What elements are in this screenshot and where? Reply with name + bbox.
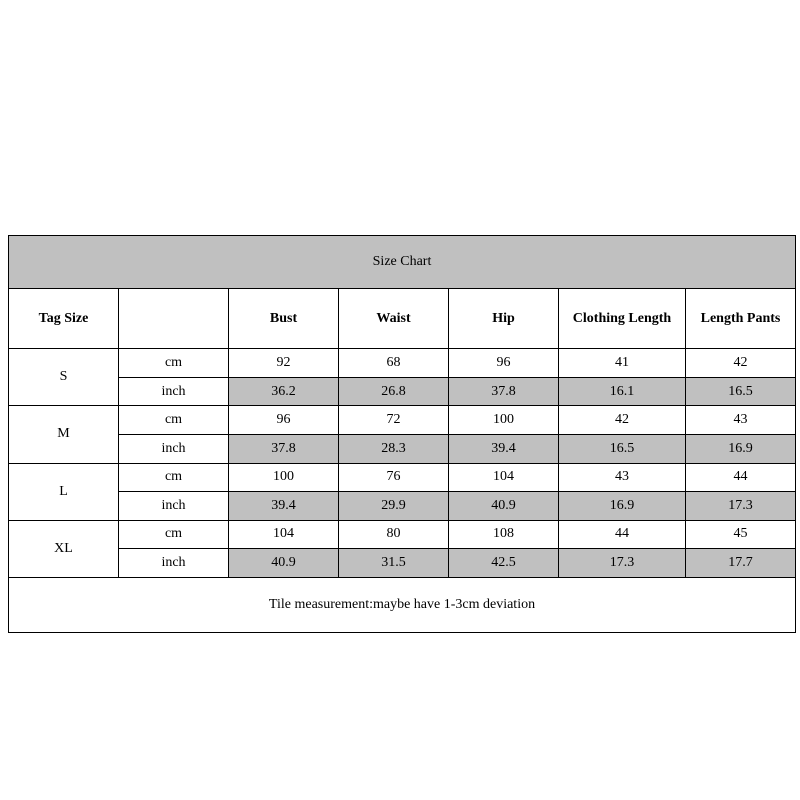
table-row	[9, 492, 796, 521]
table-cell-value: 104	[229, 520, 339, 549]
column-header-bust: Bust	[229, 289, 339, 349]
table-cell-value: 108	[449, 520, 559, 549]
unit-label: cm	[119, 463, 229, 492]
column-header-clothing-length: Clothing Length	[559, 289, 686, 349]
table-cell-value: 37.8	[449, 377, 559, 406]
table-cell-value: 100	[229, 463, 339, 492]
chart-title: Size Chart	[9, 236, 796, 289]
table-cell-value: 16.5	[686, 377, 796, 406]
table-cell-value: 43	[559, 463, 686, 492]
table-cell-value: 100	[449, 406, 559, 435]
table-cell-value: 31.5	[339, 549, 449, 578]
size-label: S	[9, 349, 119, 406]
table-cell-value: 26.8	[339, 377, 449, 406]
table-cell-value: 68	[339, 349, 449, 378]
table-cell-value: 104	[449, 463, 559, 492]
table-cell-value: 16.5	[559, 434, 686, 463]
table-cell-value: 45	[686, 520, 796, 549]
table-row	[9, 349, 796, 378]
table-cell-value: 72	[339, 406, 449, 435]
unit-label: inch	[119, 492, 229, 521]
table-cell-value: 76	[339, 463, 449, 492]
table-cell-value: 42	[559, 406, 686, 435]
table-cell-value: 96	[449, 349, 559, 378]
table-cell-value: 16.1	[559, 377, 686, 406]
unit-label: inch	[119, 434, 229, 463]
column-header-unit	[119, 289, 229, 349]
table-cell-value: 40.9	[449, 492, 559, 521]
unit-label: cm	[119, 406, 229, 435]
table-cell-value: 80	[339, 520, 449, 549]
size-label: M	[9, 406, 119, 463]
table-row	[9, 463, 796, 492]
table-cell-value: 43	[686, 406, 796, 435]
table-cell-value: 42.5	[449, 549, 559, 578]
table-cell-value: 39.4	[449, 434, 559, 463]
size-label: XL	[9, 520, 119, 577]
unit-label: cm	[119, 349, 229, 378]
table-row	[9, 434, 796, 463]
table-cell-value: 96	[229, 406, 339, 435]
table-cell-value: 28.3	[339, 434, 449, 463]
column-header-hip: Hip	[449, 289, 559, 349]
table-row	[9, 549, 796, 578]
size-chart-table	[8, 235, 796, 633]
header-row	[9, 289, 796, 349]
size-label: L	[9, 463, 119, 520]
table-cell-value: 92	[229, 349, 339, 378]
table-cell-value: 44	[559, 520, 686, 549]
column-header-tag-size: Tag Size	[9, 289, 119, 349]
note-row	[9, 577, 796, 632]
table-row	[9, 520, 796, 549]
table-cell-value: 41	[559, 349, 686, 378]
table-cell-value: 40.9	[229, 549, 339, 578]
unit-label: inch	[119, 549, 229, 578]
table-cell-value: 16.9	[559, 492, 686, 521]
column-header-length-pants: Length Pants	[686, 289, 796, 349]
unit-label: cm	[119, 520, 229, 549]
table-cell-value: 16.9	[686, 434, 796, 463]
table-cell-value: 42	[686, 349, 796, 378]
table-row	[9, 406, 796, 435]
table-cell-value: 29.9	[339, 492, 449, 521]
table-cell-value: 44	[686, 463, 796, 492]
measurement-note: Tile measurement:maybe have 1-3cm deviation	[9, 577, 796, 632]
table-cell-value: 17.3	[559, 549, 686, 578]
unit-label: inch	[119, 377, 229, 406]
table-cell-value: 39.4	[229, 492, 339, 521]
table-row	[9, 377, 796, 406]
table-cell-value: 37.8	[229, 434, 339, 463]
table-cell-value: 17.3	[686, 492, 796, 521]
table-cell-value: 36.2	[229, 377, 339, 406]
column-header-waist: Waist	[339, 289, 449, 349]
table-cell-value: 17.7	[686, 549, 796, 578]
